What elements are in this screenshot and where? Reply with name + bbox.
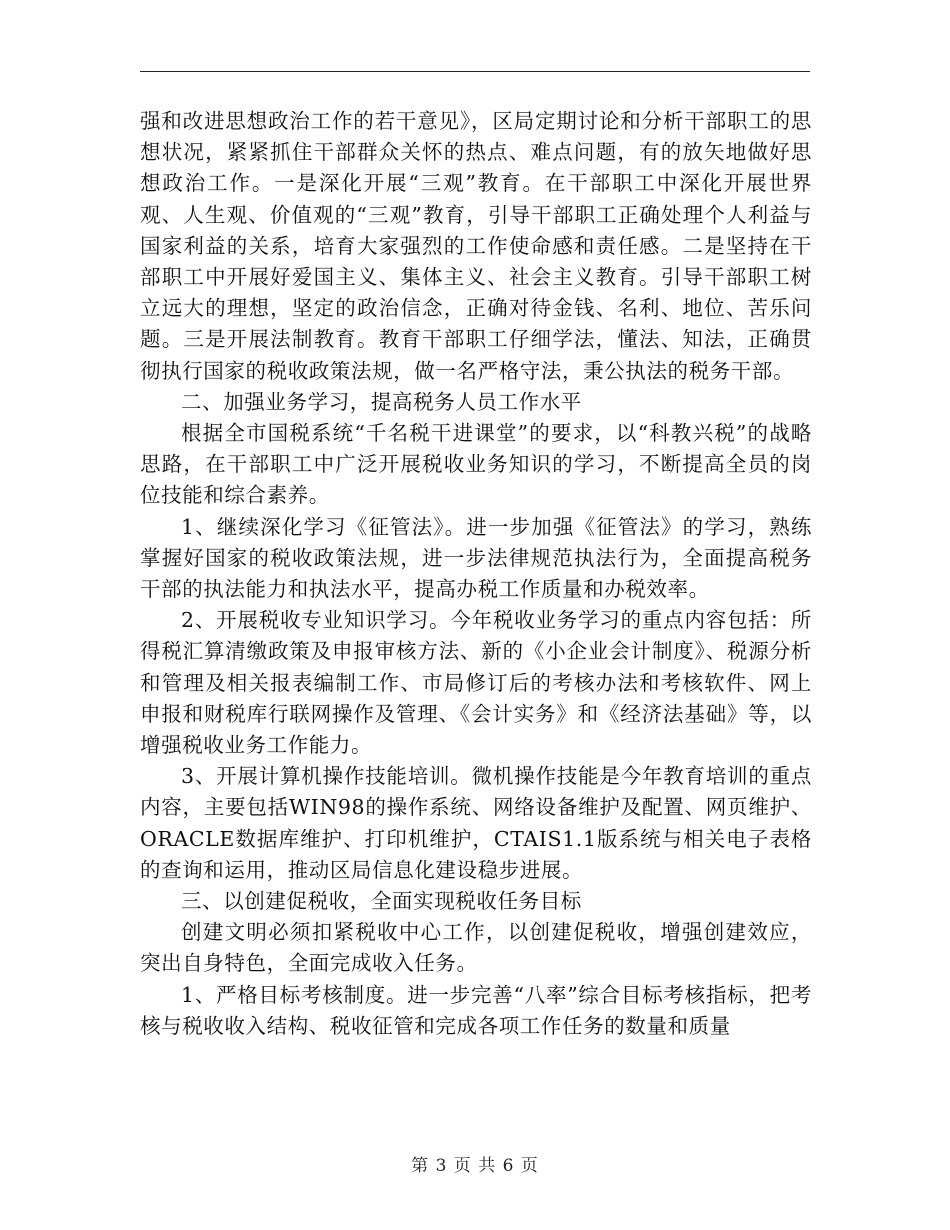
paragraph: 创建文明必须扣紧税收中心工作，以创建促税收，增强创建效应，突出自身特色，全面完成收入任务。 <box>140 920 812 976</box>
section-heading: 二、加强业务学习，提高税务人员工作水平 <box>181 389 582 414</box>
page-number-footer <box>0 1151 950 1176</box>
header-rule <box>140 71 810 72</box>
document-body <box>140 106 812 1042</box>
paragraph: 根据全市国税系统“千名税干进课堂”的要求，以“科教兴税”的战略思路，在干部职工中广泛开展税收业务知识的学习，不断提高全员的岗位技能和综合素养。 <box>140 421 812 508</box>
paragraph: 强和改进思想政治工作的若干意见》，区局定期讨论和分析干部职工的思想状况，紧紧抓住干部群众关怀的热点、难点问题，有的放矢地做好思想政治工作。一是深化开展“三观”教育。在干部职工中深化开展世界观、人生观、价值观的“三观”教育，引导干部职工正确处理个人利益与国家利益的关系，培育大家强烈的工作使命感和责任感。二是坚持在干部职工中开展好爱国主义、集体主义、社会主义教育。引导干部职工树立远大的理想，坚定的政治信念，正确对待金钱、名利、地位、苦乐问题。三是开展法制教育。教育干部职工仔细学法，懂法、知法，正确贯彻执行国家的税收政策法规，做一名严格守法，秉公执法的税务干部。 <box>140 109 812 383</box>
section-heading: 三、以创建促税收，全面实现税收任务目标 <box>181 889 582 914</box>
list-item: 1、严格目标考核制度。进一步完善“八率”综合目标考核指标，把考核与税收收入结构、税收征管和完成各项工作任务的数量和质量 <box>140 982 812 1038</box>
list-item: 1、继续深化学习《征管法》。进一步加强《征管法》的学习，熟练掌握好国家的税收政策法规，进一步法律规范执法行为，全面提高税务干部的执法能力和执法水平，提高办税工作质量和办税效率。 <box>140 514 812 602</box>
list-item: 3、开展计算机操作技能培训。微机操作技能是今年教育培训的重点内容，主要包括WIN98的操作系统、网络设备维护及配置、网页维护、ORACLE数据库维护、打印机维护，CTAIS1.1版系统与相关电子表格的查询和运用，推动区局信息化建设稳步进展。 <box>140 764 812 882</box>
list-item: 2、开展税收专业知识学习。今年税收业务学习的重点内容包括：所得税汇算清缴政策及申报审核方法、新的《小企业会计制度》、税源分析和管理及相关报表编制工作、市局修订后的考核办法和考核软件、网上申报和财税库行联网操作及管理、《会计实务》和《经济法基础》等，以增强税收业务工作能力。 <box>140 608 812 758</box>
page-number-label: 第 3 页 共 6 页 <box>411 1156 539 1176</box>
